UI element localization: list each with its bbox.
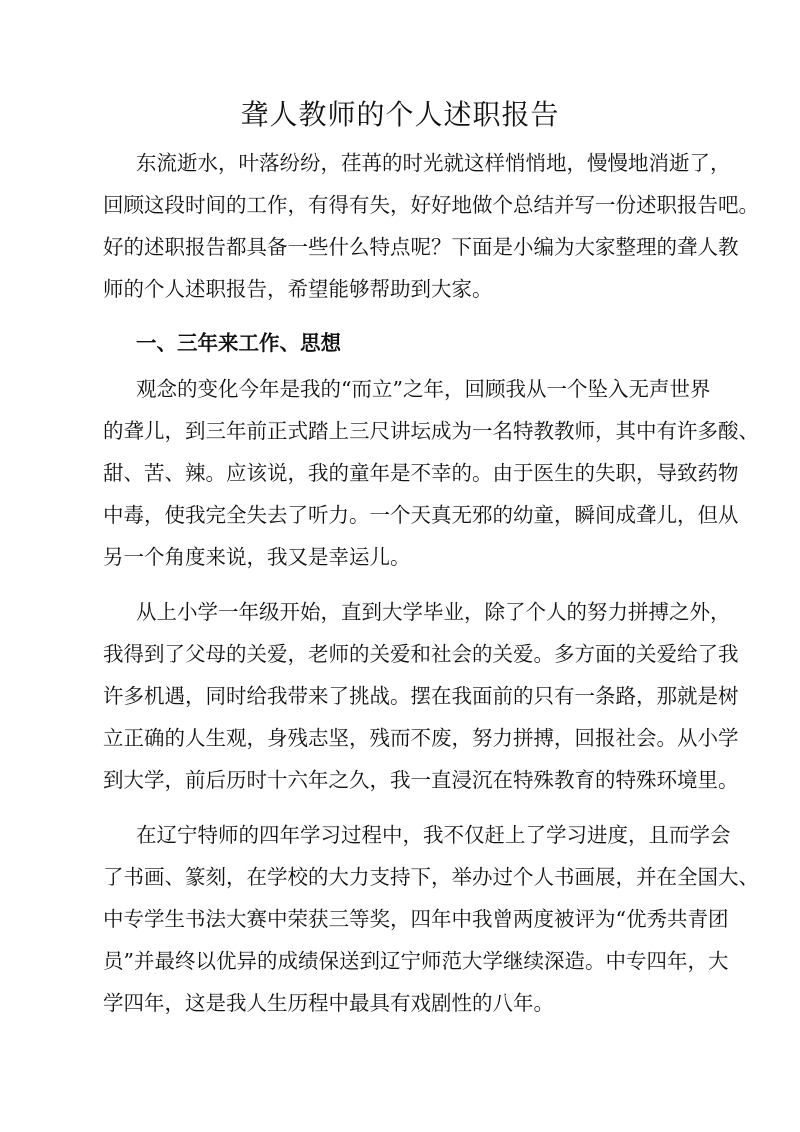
document-title: 聋人教师的个人述职报告 xyxy=(240,98,560,131)
paragraph-2-line-1: 观念的变化今年是我的“而立”之年，回顾我从一个坠入无声世界 xyxy=(136,377,711,401)
paragraph-3-line-2: 我得到了父母的关爱，老师的关爱和社会的关爱。多方面的关爱给了我 xyxy=(103,642,739,666)
paragraph-2-line-4: 中毒，使我完全失去了听力。一个天真无邪的幼童，瞬间成聋儿，但从 xyxy=(103,503,739,527)
paragraph-1-line-2: 回顾这段时间的工作，有得有失，好好地做个总结并写一份述职报告吧。 xyxy=(103,193,759,217)
paragraph-4-line-1: 在辽宁特师的四年学习过程中，我不仅赶上了学习进度，且而学会 xyxy=(136,823,731,847)
paragraph-3-line-1: 从上小学一年级开始，直到大学毕业，除了个人的努力拼搏之外， xyxy=(136,600,731,624)
paragraph-3-line-3: 许多机遇，同时给我带来了挑战。摆在我面前的只有一条路，那就是树 xyxy=(103,684,739,708)
paragraph-4-line-4: 员”并最终以优异的成绩保送到辽宁师范大学继续深造。中专四年，大 xyxy=(103,949,729,973)
paragraph-4-line-2: 了书画、篆刻，在学校的大力支持下，举办过个人书画展，并在全国大、 xyxy=(103,865,759,889)
paragraph-1-line-3: 好的述职报告都具备一些什么特点呢？下面是小编为大家整理的聋人教 xyxy=(103,235,739,259)
paragraph-2-line-2: 的聋儿，到三年前正式踏上三尺讲坛成为一名特教教师，其中有许多酸、 xyxy=(103,419,759,443)
paragraph-1-line-4: 师的个人述职报告，希望能够帮助到大家。 xyxy=(103,277,493,301)
section-heading: 一、三年来工作、思想 xyxy=(136,331,341,355)
paragraph-2-line-3: 甜、苦、辣。应该说，我的童年是不幸的。由于医生的失职，导致药物 xyxy=(103,461,739,485)
paragraph-4-line-3: 中专学生书法大赛中荣获三等奖，四年中我曾两度被评为“优秀共青团 xyxy=(103,907,729,931)
paragraph-3-line-5: 到大学，前后历时十六年之久，我一直浸沉在特殊教育的特殊环境里。 xyxy=(103,768,739,792)
paragraph-1-line-1: 东流逝水，叶落纷纷，荏苒的时光就这样悄悄地，慢慢地消逝了， xyxy=(136,151,731,175)
paragraph-2-line-5: 另一个角度来说，我又是幸运儿。 xyxy=(103,545,411,569)
paragraph-3-line-4: 立正确的人生观，身残志坚，残而不废，努力拼搏，回报社会。从小学 xyxy=(103,726,739,750)
paragraph-4-line-5: 学四年，这是我人生历程中最具有戏剧性的八年。 xyxy=(103,991,554,1015)
